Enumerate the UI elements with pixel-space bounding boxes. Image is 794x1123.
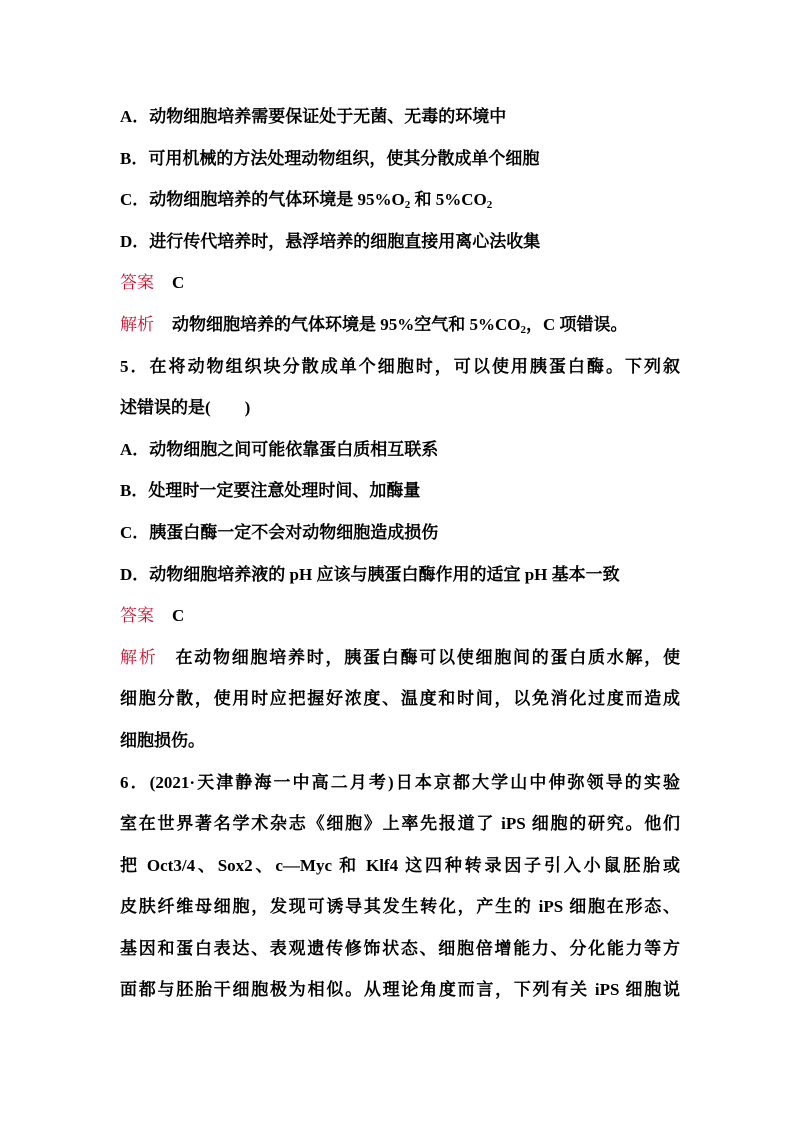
q4-answer	[120, 262, 680, 304]
answer-label: 答案	[120, 273, 154, 294]
q5-option-d	[120, 554, 680, 596]
q6-stem-line-6: 面都与胚胎干细胞极为相似。从理论角度而言，下列有关 iPS 细胞说	[120, 980, 680, 1000]
q4-option-b	[120, 138, 680, 180]
option-text: 动物细胞培养液的 pH 应该与胰蛋白酶作用的适宜 pH 基本一致	[149, 564, 620, 584]
q5-analysis-line-3: 细胞损伤。	[120, 730, 205, 750]
answer-value: C	[172, 273, 185, 293]
analysis-text: ，C 项错误。	[526, 314, 628, 334]
option-text: 进行传代培养时，悬浮培养的细胞直接用离心法收集	[149, 231, 541, 251]
answer-value: C	[172, 606, 185, 626]
option-letter: D．	[120, 564, 150, 584]
q4-option-d	[120, 221, 680, 263]
option-letter: B．	[120, 481, 149, 501]
option-text: 动物细胞之间可能依靠蛋白质相互联系	[149, 439, 439, 459]
option-text: 动物细胞培养需要保证处于无菌、无毒的环境中	[149, 107, 507, 126]
q5-option-a	[120, 429, 680, 471]
analysis-text: 动物细胞培养的气体环境是 95%空气和 5%CO	[172, 314, 521, 334]
q6-stem-line-5: 基因和蛋白表达、表观遗传修饰状态、细胞倍增能力、分化能力等方	[120, 938, 680, 958]
option-text: 和 5%CO	[410, 190, 487, 210]
analysis-label: 解析	[120, 314, 154, 335]
q5-stem-line-1: 5．在将动物组织块分散成单个细胞时，可以使用胰蛋白酶。下列叙	[120, 356, 680, 376]
q4-analysis	[120, 304, 680, 346]
analysis-label: 解析	[120, 647, 158, 668]
q5-answer	[120, 595, 680, 637]
subscript: 2	[486, 199, 493, 212]
q6-stem-line-4: 皮肤纤维母细胞，发现可诱导其发生转化，产生的 iPS 细胞在形态、	[120, 897, 680, 917]
option-letter: B．	[120, 148, 149, 168]
option-text: 动物细胞培养的气体环境是 95%O	[149, 190, 405, 210]
q6-stem-line-1: 6．(2021·天津静海一中高二月考)日本京都大学山中伸弥领导的实验	[120, 772, 680, 792]
option-letter: C．	[120, 190, 150, 210]
q4-option-c	[120, 179, 680, 221]
option-text: 处理时一定要注意处理时间、加酶量	[148, 481, 421, 501]
question-content	[120, 96, 680, 1011]
q5-analysis-line-1	[120, 637, 680, 679]
q5-option-b	[120, 470, 680, 512]
subscript: 2	[520, 323, 526, 336]
q6-stem-line-3: 把 Oct3/4、Sox2、c—Myc 和 Klf4 这四种转录因子引入小鼠胚胎或	[120, 855, 680, 875]
q5-stem-line-2: 述错误的是( )	[120, 398, 251, 418]
option-letter: C．	[120, 522, 150, 542]
option-text: 胰蛋白酶一定不会对动物细胞造成损伤	[149, 522, 439, 542]
q5-option-c	[120, 512, 680, 554]
q5-analysis-line-2: 细胞分散，使用时应把握好浓度、温度和时间，以免消化过度而造成	[120, 689, 680, 709]
option-letter: D．	[120, 231, 150, 251]
option-letter: A．	[120, 107, 150, 126]
q4-option-a	[120, 96, 680, 138]
subscript: 2	[404, 199, 411, 212]
analysis-text: 在动物细胞培养时，胰蛋白酶可以使细胞间的蛋白质水解，使	[175, 647, 680, 667]
answer-label: 答案	[120, 606, 154, 627]
q6-stem-line-2: 室在世界著名学术杂志《细胞》上率先报道了 iPS 细胞的研究。他们	[120, 814, 680, 834]
option-text: 可用机械的方法处理动物组织，使其分散成单个细胞	[148, 148, 540, 168]
option-letter: A．	[120, 439, 150, 459]
